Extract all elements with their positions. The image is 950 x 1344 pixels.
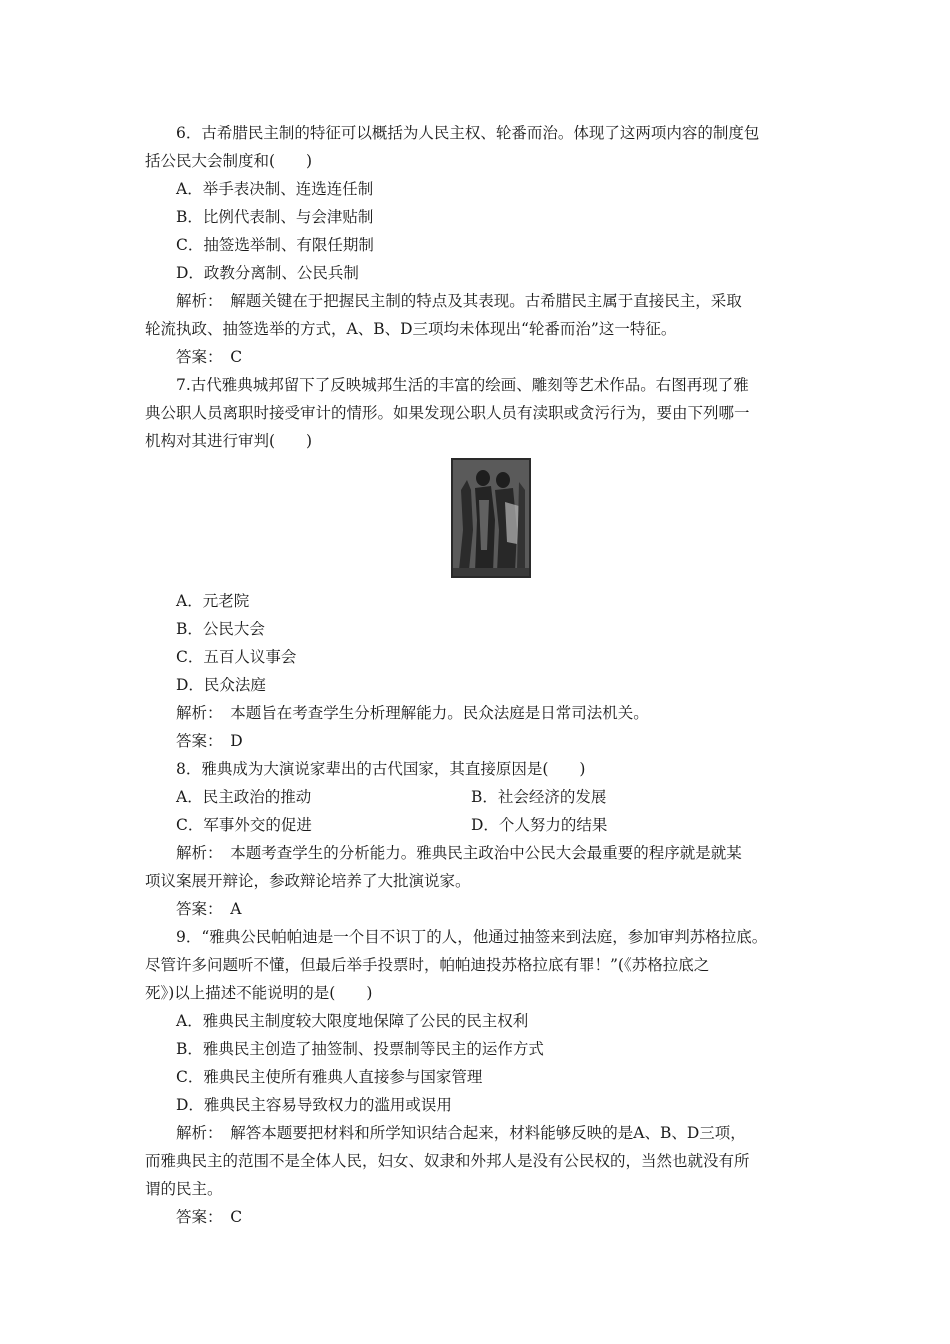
q7-stem-line-2: 典公职人员离职时接受审计的情形。如果发现公职人员有渎职或贪污行为，要由下列哪一 (145, 404, 750, 422)
q8-option-c: C．军事外交的促进 (176, 816, 312, 834)
q9-stem-line-3: 死》)以上描述不能说明的是( ) (145, 984, 373, 1002)
q8-answer: 答案： A (176, 900, 242, 918)
vase-painting-figures (453, 460, 529, 576)
q8-option-a: A．民主政治的推动 (176, 788, 312, 806)
q9-stem-line-1: 9．“雅典公民帕帕迪是一个目不识丁的人，他通过抽签来到法庭，参加审判苏格拉底。 (176, 928, 768, 946)
q7-option-c: C．五百人议事会 (176, 648, 297, 666)
q6-analysis-line-1: 解析： 解题关键在于把握民主制的特点及其表现。古希腊民主属于直接民主，采取 (176, 292, 742, 310)
q9-analysis-line-1: 解析： 解答本题要把材料和所学知识结合起来，材料能够反映的是A、B、D三项， (176, 1124, 746, 1142)
q9-option-d: D．雅典民主容易导致权力的滥用或误用 (176, 1096, 452, 1114)
q6-option-d: D．政教分离制、公民兵制 (176, 264, 359, 282)
q7-option-b: B．公民大会 (176, 620, 265, 638)
q9-option-c: C．雅典民主使所有雅典人直接参与国家管理 (176, 1068, 483, 1086)
q6-stem-line-2: 括公民大会制度和( ) (145, 152, 313, 170)
ancient-vase-painting-image (451, 458, 531, 578)
q8-stem-line-1: 8．雅典成为大演说家辈出的古代国家，其直接原因是( ) (176, 760, 586, 778)
q9-answer: 答案： C (176, 1208, 243, 1226)
q6-option-a: A．举手表决制、连选连任制 (176, 180, 374, 198)
q9-analysis-line-3: 谓的民主。 (145, 1180, 223, 1198)
q7-stem-line-1: 7.古代雅典城邦留下了反映城邦生活的丰富的绘画、雕刻等艺术作品。右图再现了雅 (176, 376, 749, 394)
q6-option-c: C．抽签选举制、有限任期制 (176, 236, 374, 254)
q7-analysis-line-1: 解析： 本题旨在考查学生分析理解能力。民众法庭是日常司法机关。 (176, 704, 649, 722)
q9-option-a: A．雅典民主制度较大限度地保障了公民的民主权利 (176, 1012, 529, 1030)
q8-option-d: D．个人努力的结果 (471, 816, 608, 834)
q7-option-a: A．元老院 (176, 592, 250, 610)
q8-analysis-line-1: 解析： 本题考查学生的分析能力。雅典民主政治中公民大会最重要的程序就是就某 (176, 844, 742, 862)
q9-analysis-line-2: 而雅典民主的范围不是全体人民，妇女、奴隶和外邦人是没有公民权的，当然也就没有所 (145, 1152, 750, 1170)
q9-option-b: B．雅典民主创造了抽签制、投票制等民主的运作方式 (176, 1040, 544, 1058)
q6-analysis-line-2: 轮流执政、抽签选举的方式，A、B、D三项均未体现出“轮番而治”这一特征。 (145, 320, 677, 338)
q6-option-b: B．比例代表制、与会津贴制 (176, 208, 374, 226)
q9-stem-line-2: 尽管许多问题听不懂，但最后举手投票时，帕帕迪投苏格拉底有罪！”(《苏格拉底之 (145, 956, 710, 974)
q6-answer: 答案： C (176, 348, 243, 366)
q6-stem-line-1: 6．古希腊民主制的特征可以概括为人民主权、轮番而治。体现了这两项内容的制度包 (176, 124, 760, 142)
q8-option-b: B．社会经济的发展 (471, 788, 607, 806)
q8-analysis-line-2: 项议案展开辩论，参政辩论培养了大批演说家。 (145, 872, 471, 890)
q7-answer: 答案： D (176, 732, 243, 750)
q7-option-d: D．民众法庭 (176, 676, 266, 694)
q7-stem-line-3: 机构对其进行审判( ) (145, 432, 313, 450)
